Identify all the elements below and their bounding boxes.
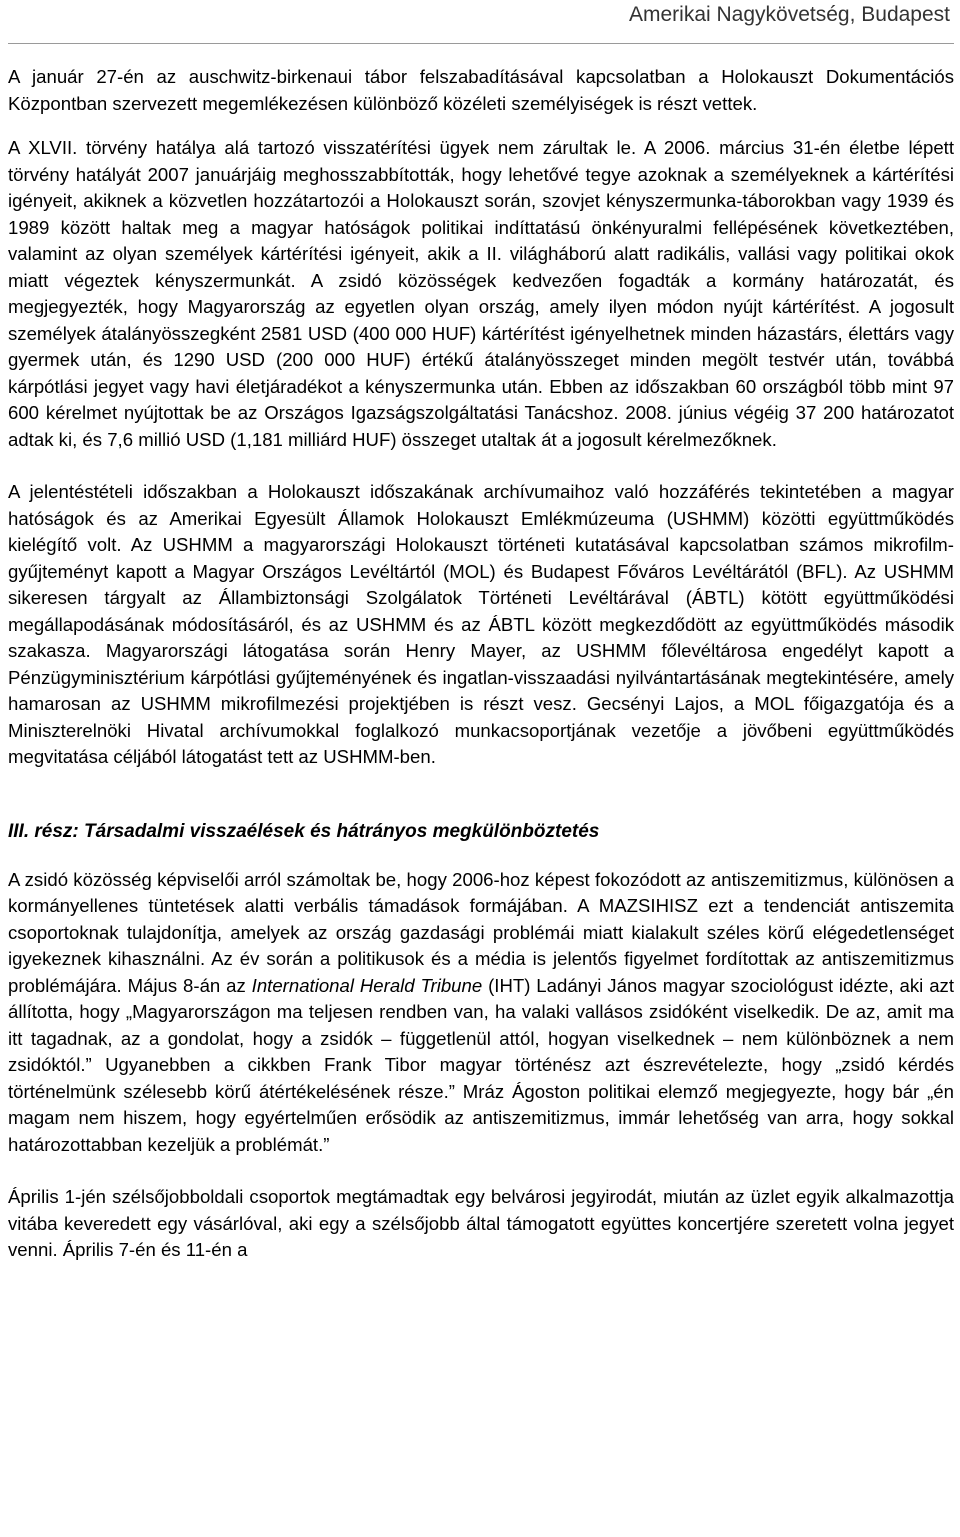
paragraph-antisemitism (8, 867, 954, 1159)
document-body (8, 64, 954, 1264)
paragraph-antisemitism-part-b: (IHT) Ladányi János magyar szociológust idézte, aki azt állította, hogy „Magyarországon ma teljesen rendben van, ha valaki vallásos zsidóként viselkedik. De az, amit ma itt tagadnak, az a gondolat, hogy a zsidók – függetlenül attól, hogyan viselkednek – nem különböznek a nem zsidóktól.” Ugyanebben a cikkben Frank Tibor magyar történész azt észrevételezte, hogy „zsidó kérdés történelmünk szélesebb körű átértékelésének része.” Mráz Ágoston politikai elemző megjegyezte, hogy bár „én magam nem hiszem, hogy egyértelműen erősödik az antiszemitizmus, immár lehetőség van arra, hogy sokkal határozottabban kezeljük a problémát.” (8, 974, 954, 1155)
section-heading: III. rész: Társadalmi visszaélések és hátrányos megkülönböztetés (8, 820, 600, 842)
paragraph-compensation: A XLVII. törvény hatálya alá tartozó visszatérítési ügyek nem zárultak le. A 2006. március 31-én életbe lépett törvény hatályát 2007 januárjáig meghosszabbították, hogy lehetővé tegye azoknak a személyeknek a kártérítési igényeit, akiknek a közvetlen hozzátartozói a Holokauszt során, szovjet kényszermunka-táborokban vagy 1939 és 1989 között haltak meg a magyar hatóságok politikai indíttatású önkényuralmi fellépésének következtében, valamint az olyan személyek kártérítési igényeit, akik a II. világháború alatt radikális, vallási vagy politikai okok miatt végeztek kényszermunkát. A zsidó közösségek kedvezően fogadták a kormány határozatát, és megjegyezték, hogy Magyarország az egyetlen olyan ország, amely ilyen módon nyújt kártérítést. A jogosult személyek átalányösszegként 2581 USD (400 000 HUF) kártérítést igényelhetnek minden házastárs, élettárs vagy gyermek után, és 1290 USD (200 000 HUF) értékű átalányösszeget minden megölt testvér után, továbbá kárpótlási jegyet vagy havi életjáradékot a kényszermunka után. Ebben az időszakban 60 országból több mint 97 600 kérelmet nyújtottak be az Országos Igazságszolgáltatási Tanácshoz. 2008. június végéig 37 200 határozatot adtak ki, és 7,6 millió USD (1,181 milliárd HUF) összeget utaltak át a jogosult kérelmezőknek. (8, 137, 954, 450)
paragraph-attacks: Április 1-jén szélsőjobboldali csoportok megtámadtak egy belvárosi jegyirodát, miután az üzlet egyik alkalmazottja vitába keveredett egy vásárlóval, aki egy a szélsőjobb által támogatott együttes koncertjére szeretett volna jegyet venni. Április 7-én és 11-én a (8, 1186, 954, 1260)
page-header: Amerikai Nagykövetség, Budapest (629, 3, 950, 26)
paragraph-archives: A jelentéstételi időszakban a Holokauszt időszakának archívumaihoz való hozzáférés tekintetében a magyar hatóságok és az Amerikai Egyesült Államok Holokauszt Emlékmúzeuma (USHMM) közötti együttműködés kielégítő volt. Az USHMM a magyarországi Holokauszt történeti kutatásával kapcsolatban számos mikrofilm-gyűjteményt kapott a Magyar Országos Levéltártól (MOL) és Budapest Főváros Levéltárától (BFL). Az USHMM sikeresen tárgyalt az Állambiztonsági Szolgálatok Történeti Levéltárával (ÁBTL) kötött együttműködési megállapodásának módosításáról, és az USHMM és az ÁBTL között megkezdődött az együttműködés második szakasza. Magyarországi látogatása során Henry Mayer, az USHMM főlevéltárosa engedélyt kapott a Pénzügyminisztérium kárpótlási gyűjteményének és ingatlan-visszaadási nyilvántartásának megtekintésére, amely hamarosan az USHMM mikrofilmezési projektjében is részt vesz. Gecsényi Lajos, a MOL főigazgatója és a Miniszterelnöki Hivatal archívumokkal foglalkozó munkacsoportjának vezetője a jövőbeni együttműködés megvitatása céljából látogatást tett az USHMM-ben. (8, 481, 954, 767)
paragraph-antisemitism-part-a: A zsidó közösség képviselői arról számoltak be, hogy 2006-hoz képest fokozódott az antiszemitizmus, különösen a kormányellenes tüntetések alatti verbális támadások formájában. A MAZSIHISZ ezt a tendenciát antiszemita csoportoknak tulajdonítja, amelyek az ország gazdasági problémái miatt kialakult széles körű elégedetlenséget igyekeznek kihasználni. Az év során a politikusok és a média is jelentős figyelmet fordítottak az antiszemitizmus problémájára. Május 8-án az (8, 868, 954, 996)
newspaper-title: International Herald Tribune (251, 974, 483, 996)
header-divider (8, 43, 954, 44)
paragraph-commemoration: A január 27-én az auschwitz-birkenaui tábor felszabadításával kapcsolatban a Holokauszt Dokumentációs Központban szervezett megemlékezésen különböző közéleti személyiségek is részt vettek. (8, 66, 954, 114)
